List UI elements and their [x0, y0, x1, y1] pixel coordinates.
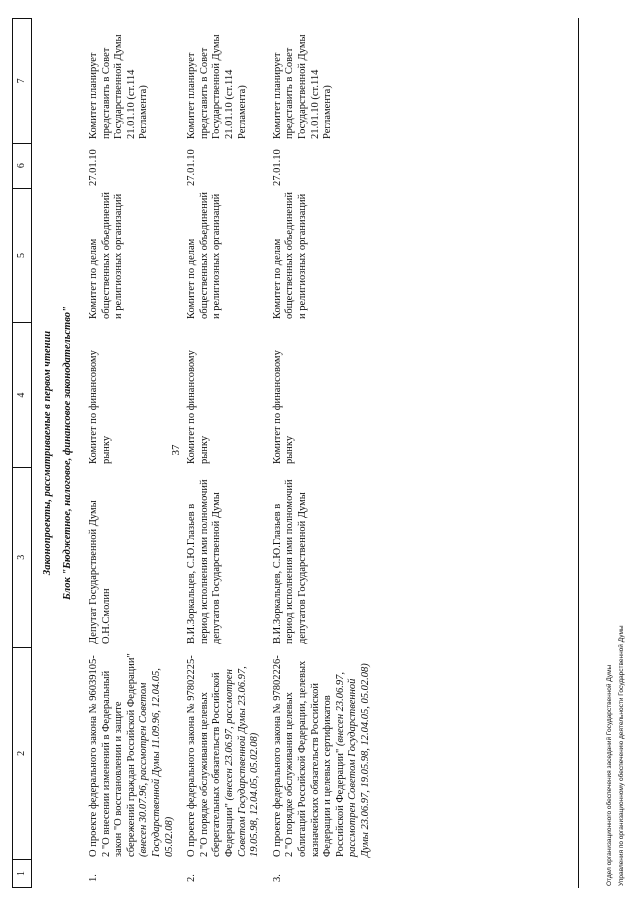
row-number: 3. [271, 874, 283, 882]
footer-department: Отдел организационного обеспечения заседаний Государственной Думы [606, 664, 613, 886]
bill-description [186, 648, 262, 861]
section-title: Законопроекты, рассматриваемые в первом чтении [42, 330, 53, 576]
row-number: 1. [88, 874, 99, 882]
header-col-4: 4 [13, 323, 31, 468]
bill-initiator: В.И.Зоркальцев, С.Ю.Глазьев в период исполнения ими полномочий депутатов Государственной Думы [271, 479, 308, 644]
co-executor-committee: Комитет по делам общественных объединений и религиозных организаций [271, 192, 308, 319]
bill-description [88, 648, 176, 861]
responsible-committee: Комитет по финансовому рынку [271, 350, 296, 464]
row-note: Комитет планирует представить в Совет Государственной Думы 21.01.10 (ст.114 Регламента) [271, 34, 334, 139]
bill-history-note: (внесен 23.06.97, рассмотрен Советом Государственной Думы 23.06.97, 19.05.98, 12.04.05, 05.02.08) [223, 666, 261, 857]
bill-history-note: (внесен 30.07.96, рассмотрен Советом Государственной Думы 11.09.96, 12.04.05, 05.02.08) [138, 668, 175, 857]
table-body [88, 18, 382, 888]
review-date: 27.01.10 [88, 149, 99, 186]
row-note: Комитет планирует представить в Совет Государственной Думы 21.01.10 (ст.114 Регламента) [186, 34, 248, 139]
bill-title: О проекте федерального закона № 97802225-2 "О порядке обслуживания целевых сберегательных обязательств Российской Федерации" [186, 655, 235, 857]
header-col-6: 6 [13, 144, 31, 189]
table-row [186, 18, 262, 888]
header-col-2: 2 [13, 648, 31, 861]
header-col-7: 7 [13, 19, 31, 144]
header-col-3: 3 [13, 468, 31, 648]
bill-initiator: В.И.Зоркальцев, С.Ю.Глазьев в период исполнения ими полномочий депутатов Государственной Думы [186, 479, 223, 644]
co-executor-committee: Комитет по делам общественных объединений и религиозных организаций [186, 192, 223, 319]
bill-title: О проекте федерального закона № 97802226-2 "О порядке обслуживания целевых облигаций Российской Федерации, целевых казначейских обязательств Российской Федерации и целевых сертификатов Российской Федерации" [271, 655, 346, 857]
block-title: Блок "Бюджетное, налоговое, финансовое законодательство" [62, 306, 73, 600]
bill-title: О проекте федерального закона № 96039105-2 "О внесении изменений в Федеральный закон "О восстановлении и защите сбережений граждан Российской Федерации" [88, 653, 137, 857]
review-date: 27.01.10 [271, 149, 283, 186]
agenda-table [12, 18, 579, 888]
row-number: 2. [186, 874, 198, 882]
table-row [272, 18, 373, 888]
bill-description [272, 648, 373, 861]
page-number: 37 [170, 444, 182, 456]
row-note: Комитет планирует представить в Совет Государственной Думы 21.01.10 (ст.114 Регламента) [88, 34, 150, 139]
co-executor-committee: Комитет по делам общественных объединений и религиозных организаций [88, 192, 125, 319]
bill-history-note: (внесен 23.06.97, рассмотрен Советом Государственной Думы 23.06.97, 19.05.98, 12.04.05, 05.02.08) [334, 663, 371, 857]
header-col-5: 5 [13, 189, 31, 324]
footer-directorate: Управления по организационному обеспечению деятельности Государственной Думы [618, 625, 625, 886]
responsible-committee: Комитет по финансовому рынку [88, 350, 112, 464]
table-bottom-rule [578, 18, 579, 888]
table-header-row [12, 18, 32, 888]
bill-initiator: Депутат Государственной Думы О.Н.Смолин [88, 500, 112, 644]
table-row [88, 18, 176, 888]
responsible-committee: Комитет по финансовому рынку [186, 350, 210, 464]
header-col-1: 1 [16, 871, 27, 877]
review-date: 27.01.10 [186, 149, 198, 186]
